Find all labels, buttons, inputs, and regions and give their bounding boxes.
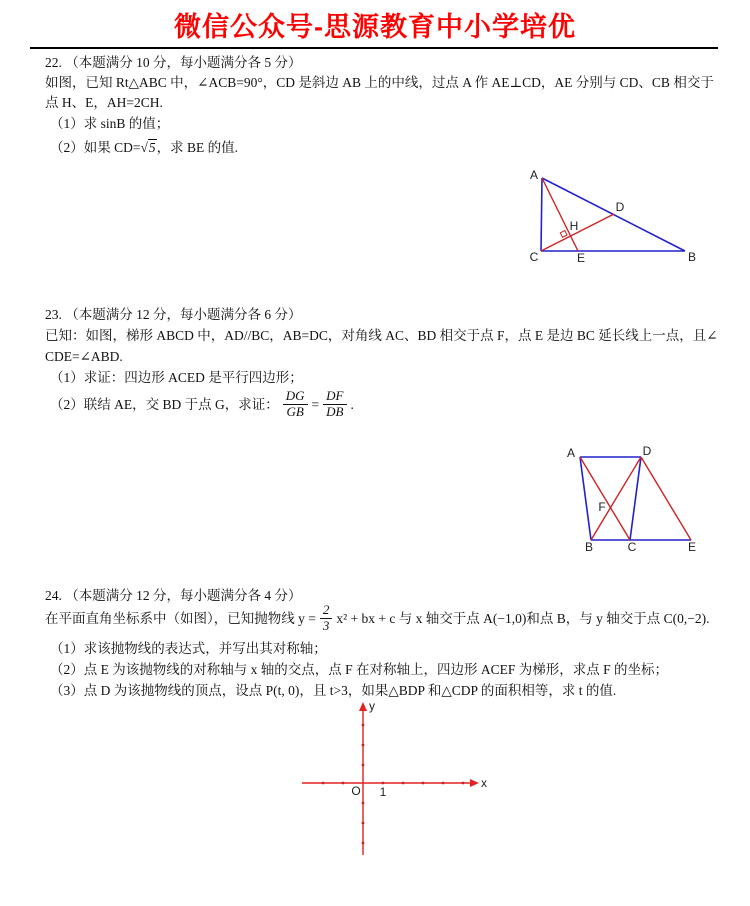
fraction-dg-gb xyxy=(283,389,308,419)
q24-heading: 24. （本题满分 12 分，每小题满分各 4 分） xyxy=(45,588,302,603)
fraction-denominator: GB xyxy=(286,403,304,419)
q24-part3: （3）点 D 为该抛物线的顶点，设点 P(t, 0)，且 t>3，如果△BDP 和△CDP 的面积相等，求 t 的值. xyxy=(50,683,617,698)
q23-body-line2: CDE=∠ABD. xyxy=(45,349,123,364)
point-label-E: E xyxy=(576,251,586,266)
q24-part1: （1）求该抛物线的表达式，并写出其对称轴； xyxy=(50,641,327,656)
point-label-C: C xyxy=(627,540,637,555)
q22-part1: （1）求 sinB 的值； xyxy=(50,116,170,131)
radical-sign: √ xyxy=(140,140,148,155)
q22-part2-suffix: ，求 BE 的值. xyxy=(156,140,239,155)
point-label-D: D xyxy=(615,200,625,215)
point-label-E: E xyxy=(687,540,697,555)
q22-part2 xyxy=(50,139,238,156)
edge-AB xyxy=(580,457,591,540)
q23-part2 xyxy=(50,388,354,420)
fraction-numerator: 2 xyxy=(320,603,333,618)
x-tick-dot xyxy=(382,782,385,785)
fraction-denominator: DB xyxy=(326,403,344,419)
x-tick-dot xyxy=(322,782,325,785)
right-angle-marker xyxy=(560,231,567,238)
q23-part2-prefix: （2）联结 AE，交 BD 于点 G，求证： xyxy=(50,396,279,412)
unit-tick-label: 1 xyxy=(379,785,387,799)
point-label-B: B xyxy=(584,540,594,555)
y-tick-dot xyxy=(362,764,365,767)
q23-heading: 23. （本题满分 12 分，每小题满分各 6 分） xyxy=(45,307,302,322)
q24-figure-axes xyxy=(295,698,490,858)
origin-label: O xyxy=(351,784,361,798)
q22-figure-triangle xyxy=(525,166,710,266)
fraction-numerator: DF xyxy=(323,389,346,404)
q24-intro-prefix: 在平面直角坐标系中（如图），已知抛物线 y = xyxy=(45,610,316,626)
segment-DE xyxy=(641,457,691,540)
equals-sign: = xyxy=(311,396,320,412)
point-label-A: A xyxy=(566,446,576,461)
x-tick-dot xyxy=(402,782,405,785)
radicand: 5 xyxy=(148,140,156,155)
point-label-D: D xyxy=(642,444,652,459)
y-tick-dot xyxy=(362,724,365,727)
edge-AC xyxy=(541,178,542,251)
diagonal-AC xyxy=(580,457,630,540)
diagonal-BD xyxy=(591,457,641,540)
q22-part2-prefix: （2）如果 CD= xyxy=(50,140,141,155)
y-tick-dot xyxy=(362,822,365,825)
point-label-C: C xyxy=(529,250,539,265)
x-tick-dot xyxy=(342,782,345,785)
y-axis-arrow xyxy=(359,702,367,711)
x-tick-dot xyxy=(442,782,445,785)
q24-part2: （2）点 E 为该抛物线的对称轴与 x 轴的交点，点 F 在对称轴上，四边形 ACEF 为梯形，求点 F 的坐标； xyxy=(50,662,669,677)
edge-DC xyxy=(630,457,641,540)
q23-body-line1: 已知：如图，梯形 ABCD 中，AD//BC，AB=DC，对角线 AC、BD 相交于点 F，点 E 是边 BC 延长线上一点，且∠ xyxy=(45,328,718,343)
point-label-B: B xyxy=(687,250,697,265)
fraction-two-thirds xyxy=(320,603,333,633)
x-axis-arrow xyxy=(470,779,479,787)
page-title: 微信公众号-思源教育中小学培优 xyxy=(174,12,576,42)
q24-intro xyxy=(45,600,709,636)
x-tick-dot xyxy=(422,782,425,785)
segment-AE xyxy=(542,178,578,251)
q22-body-line1: 如图，已知 Rt△ABC 中，∠ACB=90°，CD 是斜边 AB 上的中线，过点 A 作 AE⊥CD，AE 分别与 CD、CB 相交于 xyxy=(45,75,714,90)
sqrt-expression xyxy=(141,139,157,156)
q23-part2-period: . xyxy=(350,396,354,412)
q23-part1: （1）求证：四边形 ACED 是平行四边形； xyxy=(50,370,303,385)
y-tick-dot xyxy=(362,744,365,747)
y-tick-dot xyxy=(362,842,365,845)
fraction-numerator: DG xyxy=(283,389,308,404)
q24-intro-suffix: x² + bx + c 与 x 轴交于点 A(−1,0)和点 B，与 y 轴交于点 C(0,−2). xyxy=(336,610,710,626)
q22-heading: 22. （本题满分 10 分，每小题满分各 5 分） xyxy=(45,55,302,70)
q23-figure-trapezoid xyxy=(555,440,710,555)
fraction-df-db xyxy=(323,389,346,419)
fraction-denominator: 3 xyxy=(322,617,330,633)
header-divider xyxy=(30,47,718,49)
x-axis-label: x xyxy=(481,776,487,790)
point-label-H: H xyxy=(569,219,579,234)
x-tick-dot xyxy=(462,782,465,785)
q22-body-line2: 点 H、E，AH=2CH. xyxy=(45,95,163,110)
y-tick-dot xyxy=(362,802,365,805)
point-label-A: A xyxy=(529,168,539,183)
y-axis-label: y xyxy=(369,699,375,713)
point-label-F: F xyxy=(598,500,606,515)
